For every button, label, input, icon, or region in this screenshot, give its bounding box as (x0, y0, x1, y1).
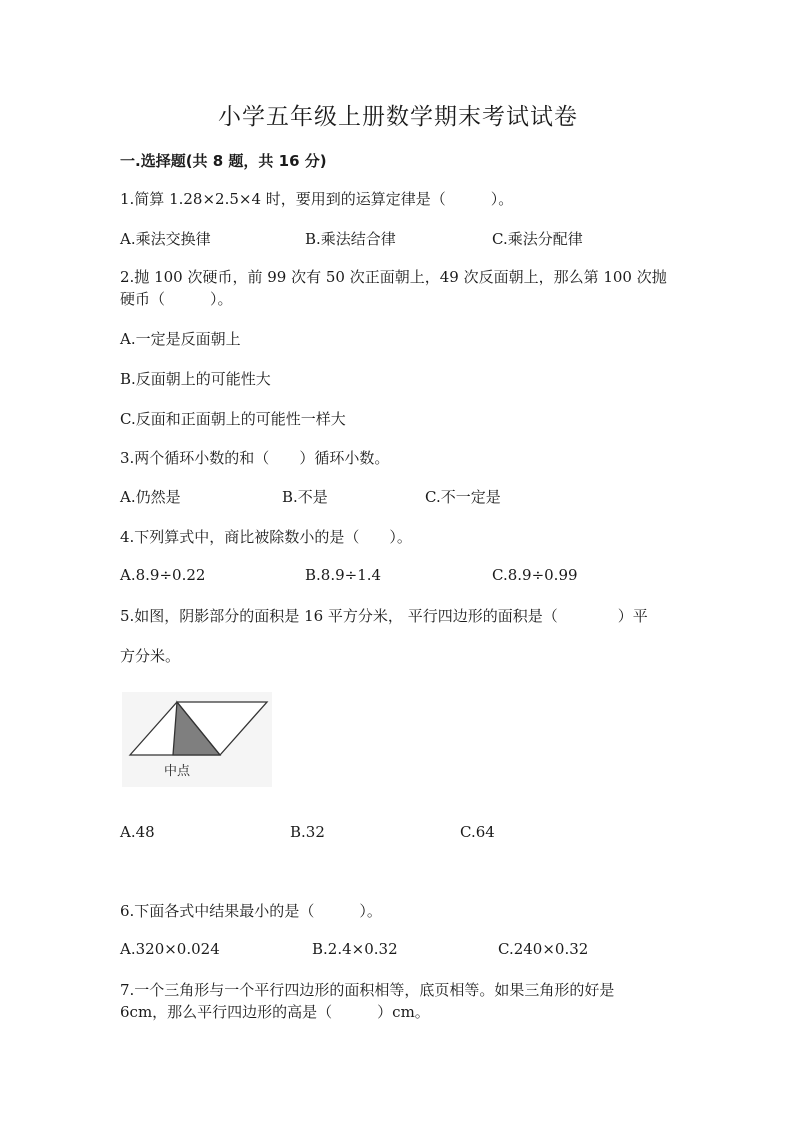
exam-title: 小学五年级上册数学期末考试试卷 (218, 104, 578, 130)
question-3-option-a: A.仍然是 (120, 488, 181, 506)
question-5-option-a: A.48 (120, 823, 155, 841)
section-heading: 一.选择题(共 8 题，共 16 分) (120, 152, 327, 170)
question-2-option-a: A.一定是反面朝上 (120, 330, 241, 348)
question-3-option-b: B.不是 (282, 488, 328, 506)
question-1-text: 1.简算 1.28×2.5×4 时，要用到的运算定律是（ ）。 (120, 190, 514, 208)
question-4-option-b: B.8.9÷1.4 (305, 566, 382, 584)
question-2-option-b: B.反面朝上的可能性大 (120, 370, 271, 388)
question-5-option-b: B.32 (290, 823, 325, 841)
question-1-option-b: B.乘法结合律 (305, 230, 396, 248)
question-3-text: 3.两个循环小数的和（ ）循环小数。 (120, 449, 390, 467)
question-2-text-line-2: 硬币（ ）。 (120, 290, 233, 308)
parallelogram-figure (122, 692, 272, 787)
midpoint-label: 中点 (164, 764, 191, 779)
question-7-text-line-1: 7.一个三角形与一个平行四边形的面积相等，底页相等。如果三角形的好是 (120, 981, 615, 999)
question-3-option-c: C.不一定是 (425, 488, 501, 506)
question-6-option-c: C.240×0.32 (498, 940, 589, 958)
question-6-option-a: A.320×0.024 (120, 940, 220, 958)
question-1-option-a: A.乘法交换律 (120, 230, 211, 248)
question-7-text-line-2: 6cm，那么平行四边形的高是（ ）cm。 (120, 1003, 430, 1021)
question-4-text: 4.下列算式中，商比被除数小的是（ ）。 (120, 528, 412, 546)
question-6-option-b: B.2.4×0.32 (312, 940, 398, 958)
question-4-option-c: C.8.9÷0.99 (492, 566, 578, 584)
question-2-option-c: C.反面和正面朝上的可能性一样大 (120, 410, 346, 428)
question-5-option-c: C.64 (460, 823, 495, 841)
question-5-text-line-2: 方分米。 (120, 647, 181, 665)
question-4-option-a: A.8.9÷0.22 (120, 566, 206, 584)
question-2-text-line-1: 2.抛 100 次硬币，前 99 次有 50 次正面朝上，49 次反面朝上，那么第 100 次抛 (120, 268, 667, 286)
parallelogram-diagram (122, 692, 272, 787)
question-5-text-line-1: 5.如图，阴影部分的面积是 16 平方分米， 平行四边形的面积是（ ）平 (120, 607, 648, 625)
question-1-option-c: C.乘法分配律 (492, 230, 583, 248)
question-6-text: 6.下面各式中结果最小的是（ ）。 (120, 902, 382, 920)
